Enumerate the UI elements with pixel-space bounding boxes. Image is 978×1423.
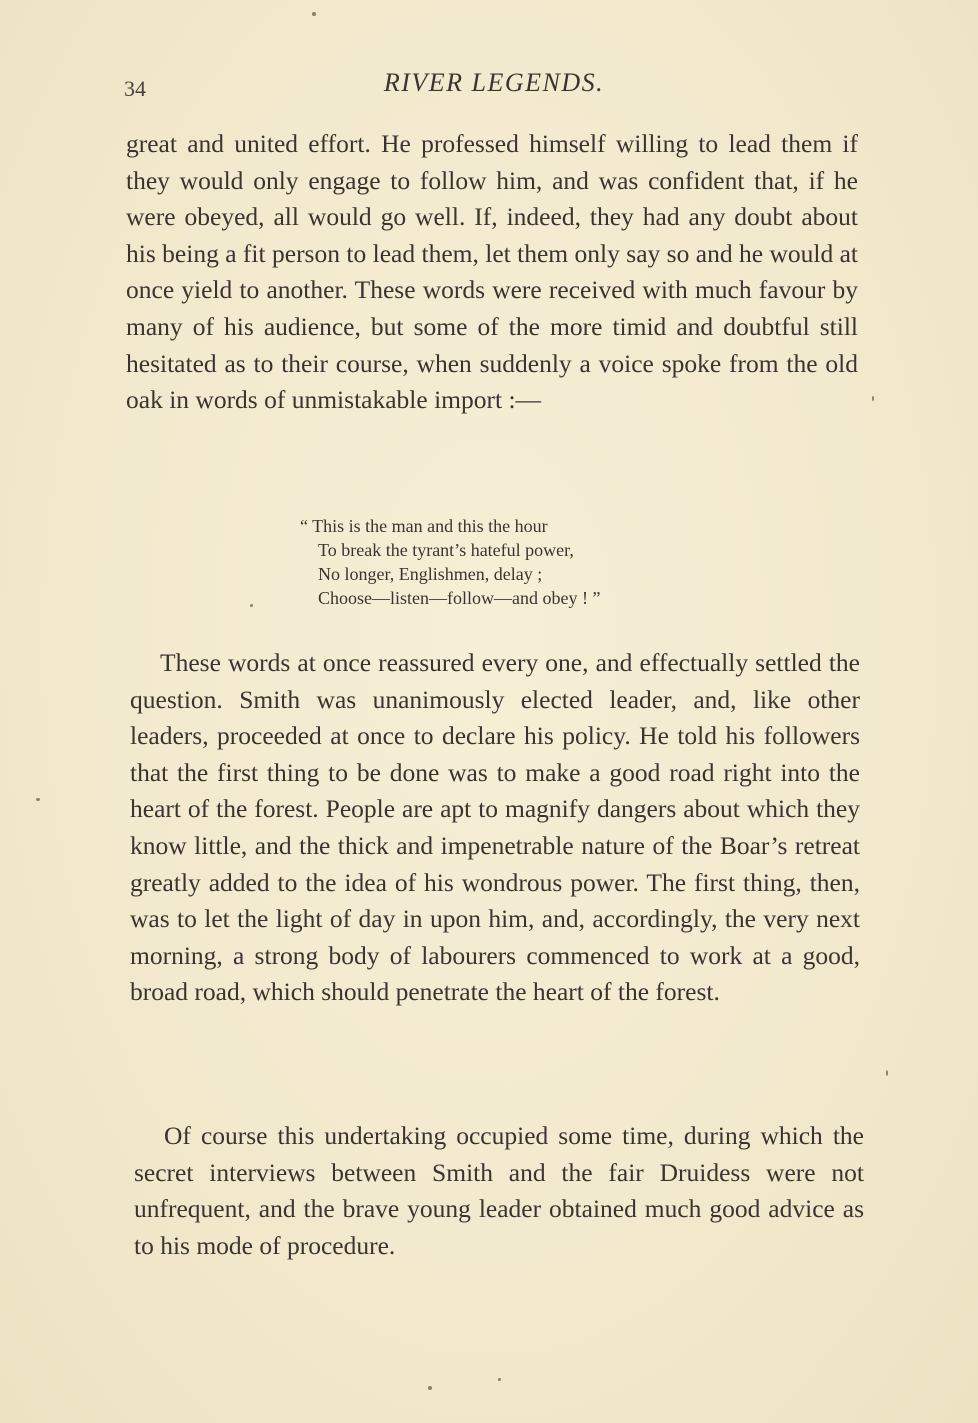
paragraph-1: great and united effort. He professed himself willing to lead them if they would only engage to follow him, and was confident that, if he were obeyed, all would go well. If, indeed, they had any doubt about his being a fit person to lead them, let them only say so and he would at once yield to another. These words were received with much favour by many of his audience, but some of the more timid and doubtful still hesitated as to their course, when suddenly a voice spoke from the old oak in words of unmistakable import :— [126,129,858,415]
verse-line-4: Choose—listen—follow—and obey ! ” [318,588,601,608]
paper-speck [498,1378,501,1381]
page-number: 34 [124,76,146,101]
paper-speck [886,1070,888,1076]
paragraph-2: These words at once reassured every one, and effectually settled the question. Smith was unanimously elected leader, and, like other leaders, proceeded at once to declare his policy. He told his followers that the first thing to be done was to make a good road right into the heart of the forest. People are apt to magnify dangers about which they know little, and the thick and impenetrable nature of the Boar’s retreat greatly added to the idea of his wondrous power. The first thing, then, was to let the light of day in upon him, and, accordingly, the very next morning, a strong body of labourers commenced to work at a good, broad road, which should penetrate the heart of the forest. [130,648,860,1007]
paper-speck [872,396,874,401]
paragraph-3: Of course this undertaking occupied some time, during which the secret interviews between Smith and the fair Druidess were not unfrequent, and the brave young leader obtained much good advice as to his mode of procedure. [134,1121,864,1260]
verse-line-2: To break the tyrant’s hateful power, [318,540,574,560]
running-title: RIVER LEGENDS. [383,68,605,97]
paper-speck [428,1386,432,1390]
running-head [124,68,864,104]
verse-quotation [300,514,720,610]
paper-speck [36,798,40,801]
verse-line-1: “ This is the man and this the hour [300,516,548,536]
paper-speck [250,604,253,607]
verse-line-3: No longer, Englishmen, delay ; [318,564,543,584]
paper-speck [312,12,316,16]
